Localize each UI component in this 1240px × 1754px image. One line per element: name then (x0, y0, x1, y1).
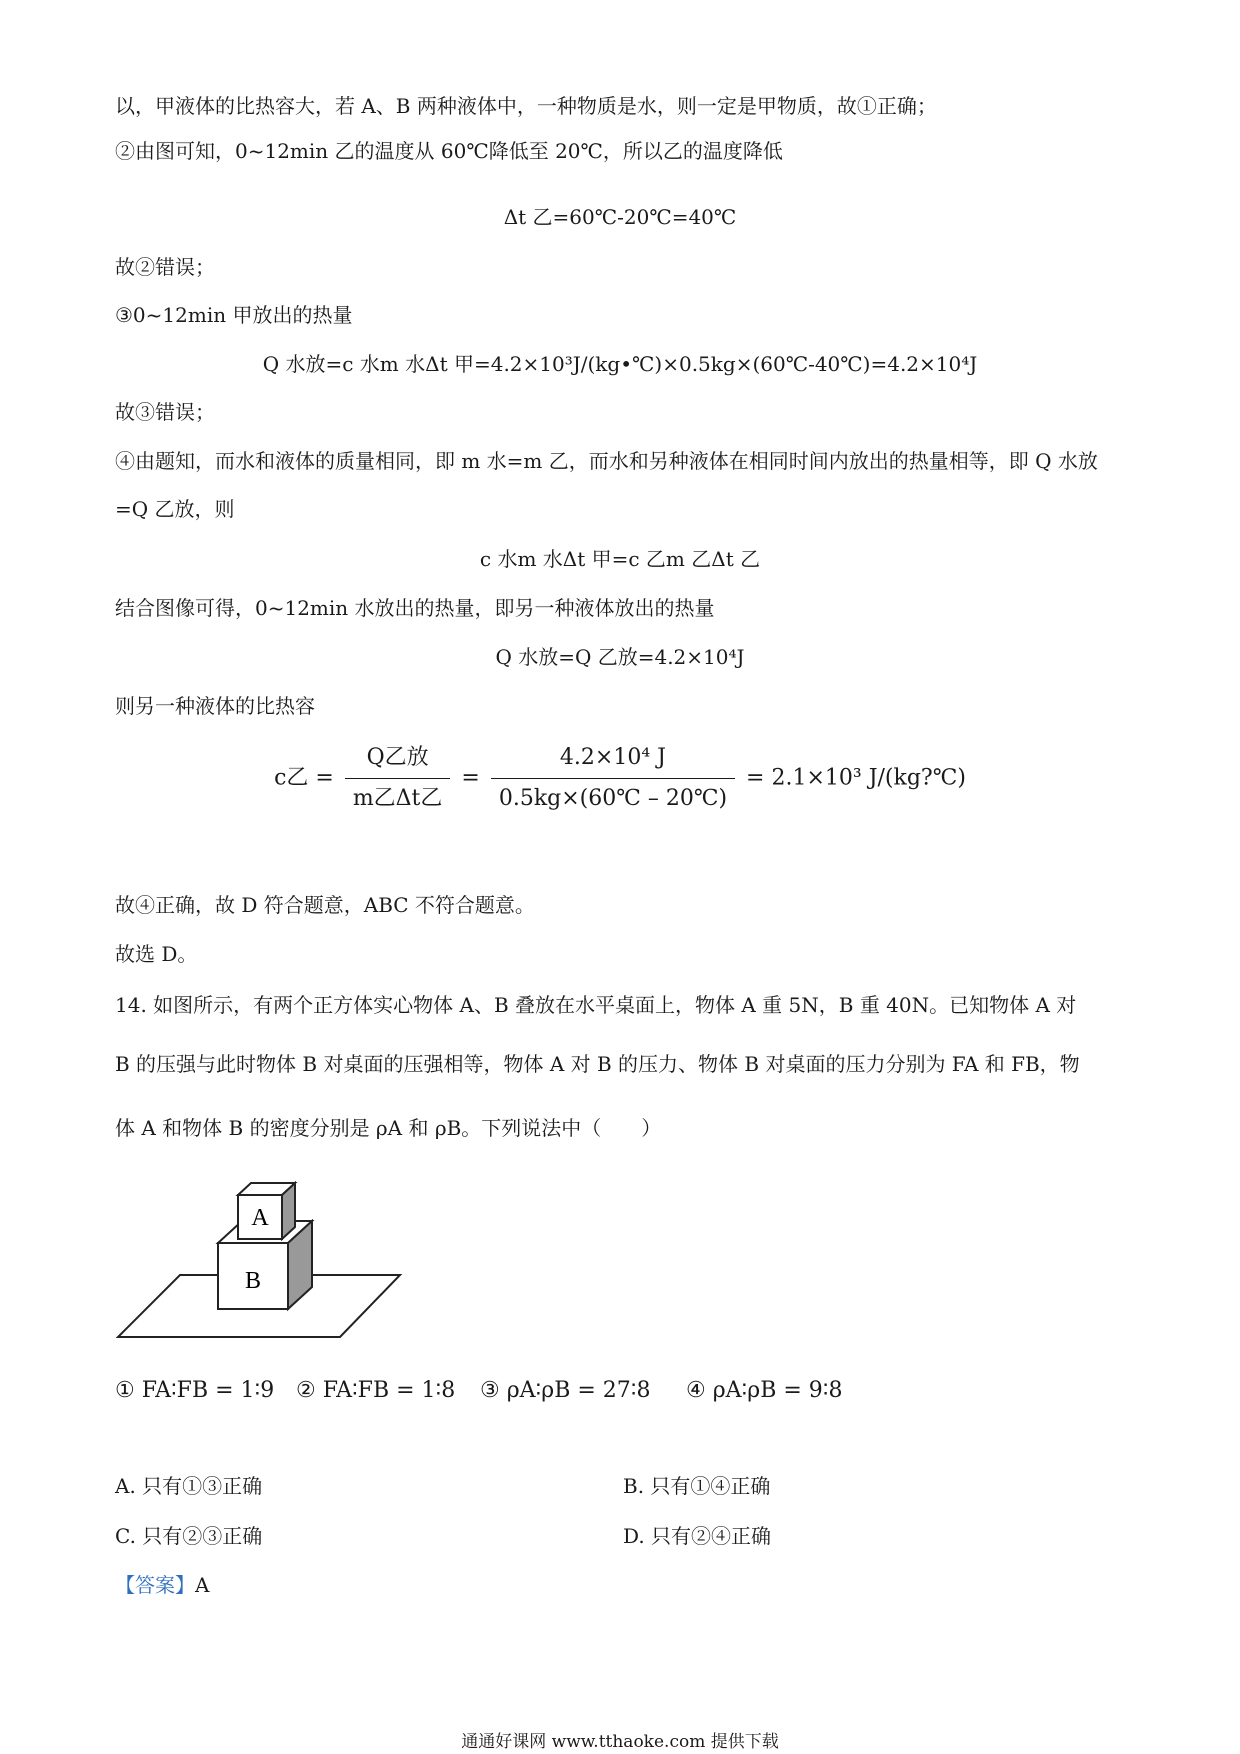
equation-lhs: c乙 = (274, 765, 334, 791)
text-line: 则另一种液体的比热容 (115, 694, 315, 718)
text-line: ②由图可知，0~12min 乙的温度从 60℃降低至 20℃，所以乙的温度降低 (115, 139, 783, 163)
equals-sign: = (461, 765, 480, 791)
text-line: 故选 D。 (115, 942, 198, 966)
fraction-numerator: 4.2×10⁴ J (491, 740, 735, 779)
option-c: C. 只有②③正确 (115, 1524, 263, 1548)
equation: Δt 乙=60℃-20℃=40℃ (503, 205, 737, 229)
footer-watermark: 通通好课网 www.tthaoke.com 提供下载 (461, 1732, 779, 1752)
equation: Q 水放=c 水m 水Δt 甲=4.2×10³J/(kg•℃)×0.5kg×(60℃-40℃)=4.2×10⁴J (262, 352, 978, 376)
equation: c 水m 水Δt 甲=c 乙m 乙Δt 乙 (479, 547, 761, 571)
fraction-symbolic (345, 740, 451, 817)
text-line: 故③错误； (115, 400, 215, 424)
option-a: A. 只有①③正确 (115, 1474, 263, 1498)
text-line: =Q 乙放，则 (115, 497, 235, 521)
stacked-cubes-figure (110, 1175, 410, 1345)
cube-b-label: B (244, 1268, 262, 1294)
text-line: 故④正确，故 D 符合题意，ABC 不符合题意。 (115, 893, 535, 917)
fraction-numeric (491, 740, 735, 817)
statement-3: ③ ρA∶ρB = 27∶8 (480, 1378, 651, 1403)
cube-a-label: A (251, 1205, 269, 1231)
equation-rhs: = 2.1×10³ J/(kg?℃) (746, 765, 966, 791)
text-line: ③0~12min 甲放出的热量 (115, 303, 353, 327)
answer-value: A (195, 1573, 210, 1597)
fraction-numerator: Q乙放 (345, 740, 451, 779)
question-14-line: B 的压强与此时物体 B 对桌面的压强相等，物体 A 对 B 的压力、物体 B 对桌面的压力分别为 FA 和 FB，物 (115, 1052, 1080, 1076)
fraction-denominator: 0.5kg×(60℃ – 20℃) (498, 786, 728, 811)
answer-line (115, 1571, 209, 1599)
option-d: D. 只有②④正确 (623, 1524, 772, 1548)
statement-4: ④ ρA∶ρB = 9∶8 (686, 1378, 843, 1403)
text-line: 故②错误； (115, 255, 215, 279)
question-14-line: 14. 如图所示，有两个正方体实心物体 A、B 叠放在水平桌面上，物体 A 重 5N，B 重 40N。已知物体 A 对 (115, 993, 1077, 1017)
fraction-denominator: m乙Δt乙 (352, 786, 443, 811)
answer-tag: 【答案】 (115, 1573, 195, 1597)
statement-2: ② FA∶FB = 1∶8 (296, 1378, 456, 1403)
text-line: 结合图像可得，0~12min 水放出的热量，即另一种液体放出的热量 (115, 596, 715, 620)
statement-1: ① FA∶FB = 1∶9 (115, 1378, 275, 1403)
equation: Q 水放=Q 乙放=4.2×10⁴J (495, 645, 745, 669)
text-line: 以，甲液体的比热容大，若 A、B 两种液体中，一种物质是水，则一定是甲物质，故①正确； (115, 94, 937, 118)
text-line: ④由题知，而水和液体的质量相同，即 m 水=m 乙，而水和另种液体在相同时间内放出的热量相等，即 Q 水放 (115, 449, 1098, 473)
option-b: B. 只有①④正确 (623, 1474, 771, 1498)
question-14-line: 体 A 和物体 B 的密度分别是 ρA 和 ρB。下列说法中（ ） (115, 1116, 662, 1140)
specific-heat-equation (0, 740, 1240, 817)
